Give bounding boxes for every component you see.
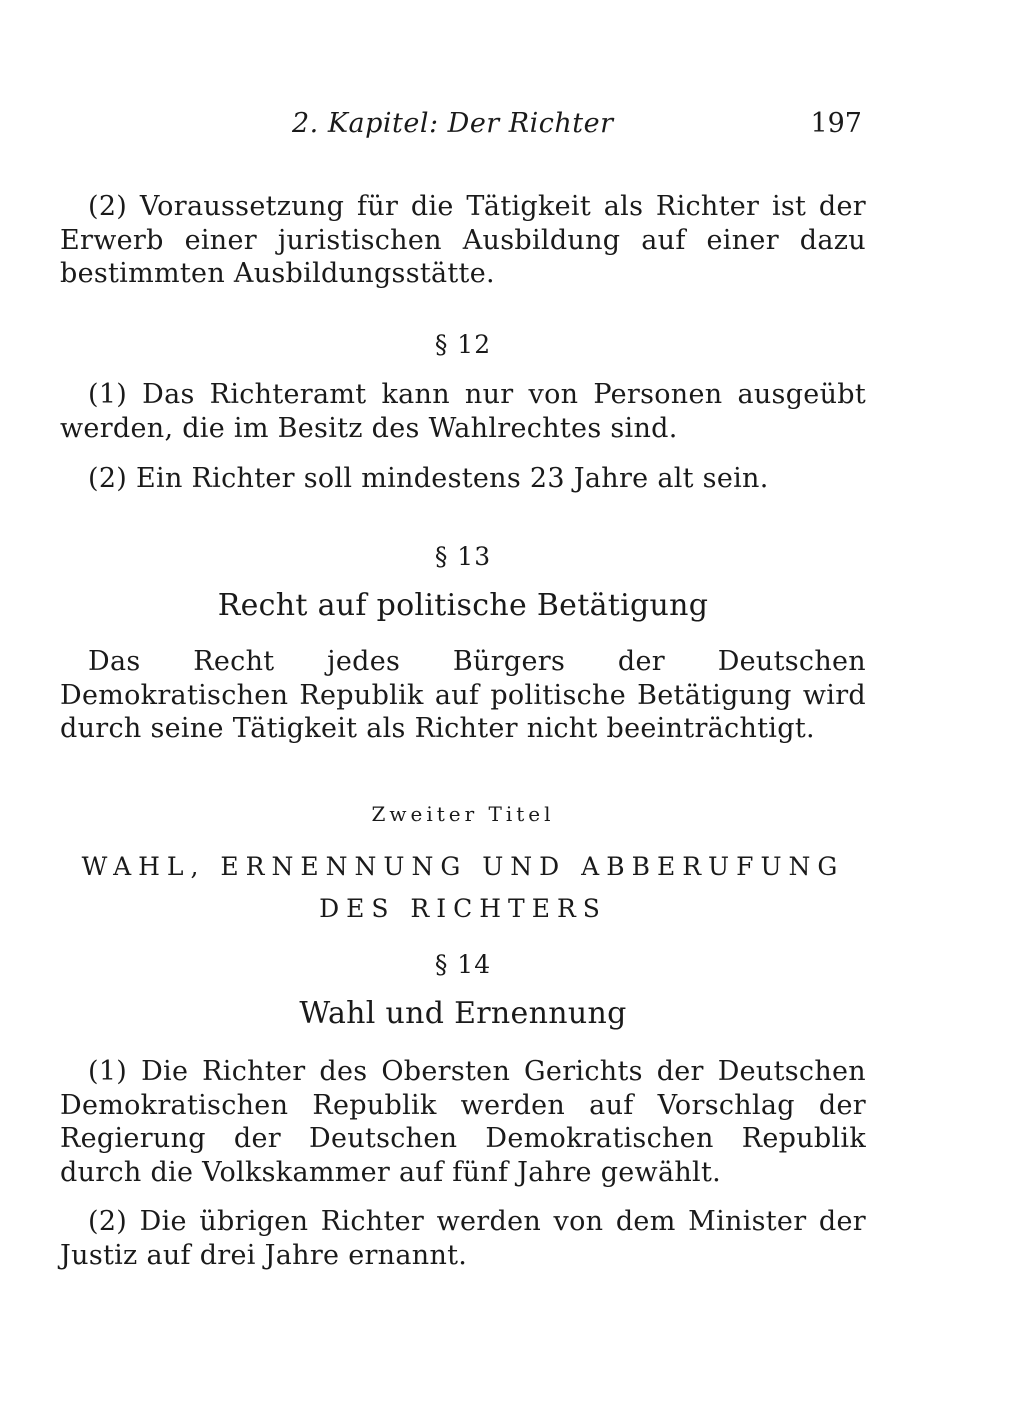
section-12-body xyxy=(60,378,866,445)
section-14-body xyxy=(60,1055,866,1189)
top-paragraph-block xyxy=(60,190,866,291)
title-line: WAHL, ERNENNUNG UND ABBERUFUNG xyxy=(81,852,845,881)
section-12 xyxy=(60,330,866,359)
paragraph: (1) Das Richteramt kann nur von Personen ausgeübt werden, die im Besitz des Wahlrechtes sind. xyxy=(60,379,866,444)
section-heading: Wahl und Ernennung xyxy=(299,996,627,1031)
section-13 xyxy=(60,542,866,571)
paragraph: (1) Die Richter des Obersten Gerichts der Deutschen Demokratischen Republik werden auf Vorschlag der Regierung der Deutschen Demokratischen Republik durch die Volkskammer auf fünf Jahre gewählt. xyxy=(60,1056,866,1188)
paragraph: Das Recht jedes Bürgers der Deutschen Demokratischen Republik auf politische Betätigung wird durch seine Tätigkeit als Richter nicht beeinträchtigt. xyxy=(60,646,866,744)
section-13-body xyxy=(60,645,866,746)
section-12-body-2 xyxy=(60,462,866,496)
page-number: 197 xyxy=(810,108,862,139)
paragraph: (2) Ein Richter soll mindestens 23 Jahre alt sein. xyxy=(88,463,769,494)
section-number: § 13 xyxy=(434,542,492,571)
paragraph: (2) Voraussetzung für die Tätigkeit als Richter ist der Erwerb einer juristischen Ausbildung auf einer dazu bestimmten Ausbildungsstätte. xyxy=(60,191,866,289)
title-caps-block xyxy=(60,846,866,930)
section-14 xyxy=(60,950,866,979)
title-line: DES RICHTERS xyxy=(319,894,607,923)
section-14-heading-block xyxy=(60,996,866,1031)
title-label: Zweiter Titel xyxy=(371,802,555,826)
section-number: § 14 xyxy=(434,950,492,979)
section-number: § 12 xyxy=(434,330,492,359)
paragraph: (2) Die übrigen Richter werden von dem Minister der Justiz auf drei Jahre ernannt. xyxy=(60,1206,866,1271)
book-page xyxy=(60,0,866,1411)
section-heading: Recht auf politische Betätigung xyxy=(217,588,709,623)
running-title: 2. Kapitel: Der Richter xyxy=(292,108,614,139)
section-14-body-2 xyxy=(60,1205,866,1272)
title-block xyxy=(60,802,866,826)
section-13-heading-block xyxy=(60,588,866,623)
running-head xyxy=(60,108,866,148)
